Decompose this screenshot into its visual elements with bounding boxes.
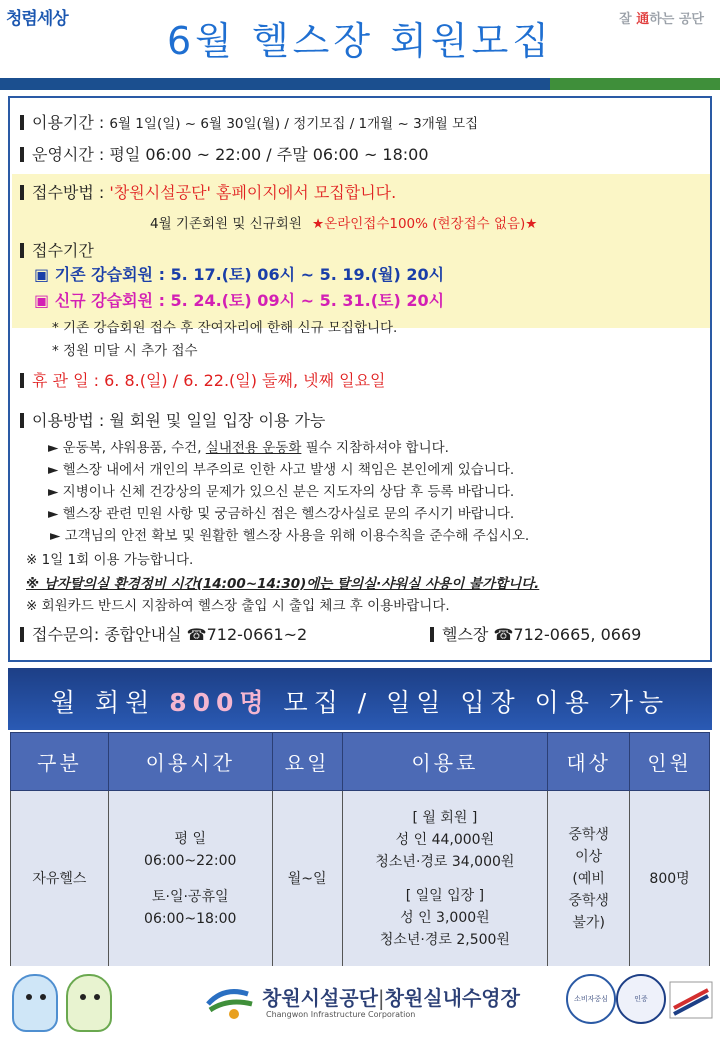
bullet-mark <box>20 627 24 642</box>
slogan: 잘 通하는 공단 <box>619 12 704 27</box>
bullet-mark <box>20 413 24 428</box>
method-target-line: 4월 기존회원 및 신규회원 ★온라인접수100% (현장접수 없음)★ <box>150 216 538 232</box>
corporation-name: 창원시설공단|창원실내수영장 <box>262 986 520 1010</box>
table-header-row <box>11 733 710 791</box>
certification-badge-icon: 인증 <box>616 974 666 1024</box>
page-title: 6월 헬스장 회원모집 <box>167 19 553 63</box>
header-target: 대상 <box>548 733 630 791</box>
recruit-banner <box>8 668 712 730</box>
bullet-mark <box>20 147 24 162</box>
fee-table <box>10 732 710 967</box>
period-line: 이용기간 : 6월 1일(일) ~ 6월 30일(월) / 정기모집 / 1개월 ~ 3개월 모집 <box>20 110 478 133</box>
footer <box>0 966 720 1040</box>
notice-3: ※ 회원카드 반드시 지참하여 헬스장 출입 시 출입 체크 후 이용바랍니다. <box>26 598 450 614</box>
mascot-icon <box>12 974 58 1032</box>
cell-fee: [ 월 회원 ] 성 인 44,000원 청소년·경로 34,000원 [ 일일 입장 ] 성 인 3,000원 청소년·경로 2,500원 <box>342 791 548 967</box>
hours-line: 운영시간 : 평일 06:00 ~ 22:00 / 주말 06:00 ~ 18:00 <box>20 142 429 165</box>
existing-member-period: ▣ 기존 강습회원 : 5. 17.(토) 06시 ~ 5. 19.(월) 20시 <box>34 265 445 284</box>
bullet-mark <box>20 185 24 200</box>
header-band <box>0 78 720 90</box>
header-capacity: 인원 <box>630 733 710 791</box>
method-line: 접수방법 : '창원시설공단' 홈페이지에서 모집합니다. <box>20 180 396 203</box>
header-category: 구분 <box>11 733 109 791</box>
usage-rule-1: ► 운동복, 샤워용품, 수건, 실내전용 운동화 필수 지참하셔야 합니다. <box>48 440 449 456</box>
banner-text: 월 회원 800명 모집 / 일일 입장 이용 가능 <box>50 688 670 717</box>
table-row <box>11 791 710 967</box>
reception-note-1: * 기존 강습회원 접수 후 잔여자리에 한해 신규 모집합니다. <box>52 320 398 336</box>
closed-days-line: 휴 관 일 : 6. 8.(일) / 6. 22.(일) 둘째, 넷째 일요일 <box>20 368 386 391</box>
corporation-subtitle: Changwon Infrastructure Corporation <box>266 1010 416 1019</box>
cell-days: 월~일 <box>272 791 342 967</box>
corporation-logo-icon <box>204 984 258 1020</box>
usage-rule-2: ► 헬스장 내에서 개인의 부주의로 인한 사고 발생 시 책임은 본인에게 있습니다. <box>48 462 515 478</box>
cell-target: 중학생 이상 (예비 중학생 불가) <box>548 791 630 967</box>
notice-1: ※ 1일 1회 이용 가능합니다. <box>26 552 194 568</box>
header-band-accent <box>550 78 720 90</box>
header-time: 이용시간 <box>108 733 272 791</box>
usage-line: 이용방법 : 월 회원 및 일일 입장 이용 가능 <box>20 408 325 431</box>
logo-text: 청렴세상 <box>6 9 68 29</box>
consumer-centered-badge-icon: 소비자중심 <box>566 974 616 1024</box>
header-days: 요일 <box>272 733 342 791</box>
header <box>0 0 720 82</box>
contact-line: 접수문의: 종합안내실 ☎712-0661~2 <box>20 622 307 645</box>
reception-note-2: * 정원 미달 시 추가 접수 <box>52 343 198 359</box>
info-box <box>8 96 712 662</box>
usage-rule-5: ► 고객님의 안전 확보 및 원활한 헬스장 사용을 위해 이용수칙을 준수해 주십시오. <box>50 528 530 544</box>
bullet-mark <box>20 373 24 388</box>
usage-rule-4: ► 헬스장 관련 민원 사항 및 궁금하신 점은 헬스강사실로 문의 주시기 바랍니다. <box>48 506 515 522</box>
new-member-period: ▣ 신규 강습회원 : 5. 24.(토) 09시 ~ 5. 31.(토) 20시 <box>34 291 445 310</box>
gym-contact-line: 헬스장 ☎712-0665, 0669 <box>430 622 641 645</box>
usage-rule-3: ► 지병이나 신체 건강상의 문제가 있으신 분은 지도자의 상담 후 등록 바랍니다. <box>48 484 515 500</box>
cell-category: 자유헬스 <box>11 791 109 967</box>
mascot-icon <box>66 974 112 1032</box>
notice-2: ※ 남자탈의실 환경정비 시간(14:00~14:30)에는 탈의실·샤워실 사용이 불가합니다. <box>26 576 540 592</box>
bullet-mark <box>20 243 24 258</box>
cell-capacity: 800명 <box>630 791 710 967</box>
cell-time: 평 일 06:00~22:00 토·일·공휴일 06:00~18:00 <box>108 791 272 967</box>
reception-label-line: 접수기간 <box>20 238 94 261</box>
flag-emblem-icon <box>668 978 714 1022</box>
header-fee: 이용료 <box>342 733 548 791</box>
bullet-mark <box>430 627 434 642</box>
bullet-mark <box>20 115 24 130</box>
